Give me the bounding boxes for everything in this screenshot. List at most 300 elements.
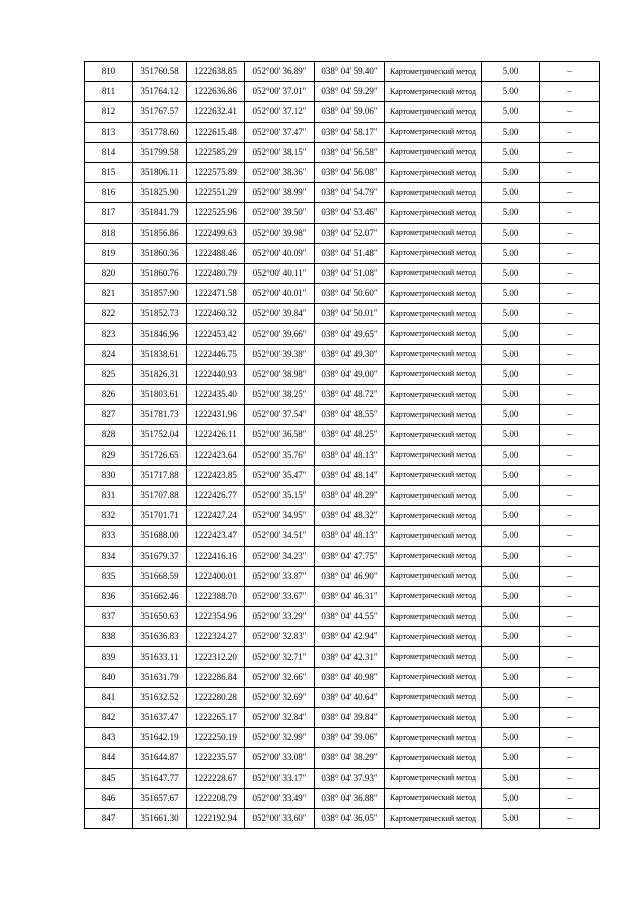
longitude-cell: 038° 04' 46.90" <box>315 566 385 586</box>
note-cell: – <box>540 162 600 182</box>
table-row <box>85 405 600 425</box>
y-coordinate-cell: 1222423.85 <box>187 465 245 485</box>
table-row <box>85 506 600 526</box>
x-coordinate-cell: 351642.19 <box>133 728 187 748</box>
note-cell: – <box>540 102 600 122</box>
y-coordinate-cell: 1222250.19 <box>187 728 245 748</box>
point-number-cell: 847 <box>85 808 133 828</box>
method-cell: Картометрический метод <box>385 485 482 505</box>
accuracy-cell: 5.00 <box>482 223 540 243</box>
longitude-cell: 038° 04' 50.60" <box>315 284 385 304</box>
longitude-cell: 038° 04' 59.06" <box>315 102 385 122</box>
x-coordinate-cell: 351760.58 <box>133 62 187 82</box>
y-coordinate-cell: 1222400.01 <box>187 566 245 586</box>
note-cell: – <box>540 566 600 586</box>
y-coordinate-cell: 1222632.41 <box>187 102 245 122</box>
x-coordinate-cell: 351679.37 <box>133 546 187 566</box>
y-coordinate-cell: 1222208.79 <box>187 788 245 808</box>
note-cell: – <box>540 788 600 808</box>
note-cell: – <box>540 708 600 728</box>
table-row <box>85 263 600 283</box>
point-number-cell: 832 <box>85 506 133 526</box>
y-coordinate-cell: 1222575.89 <box>187 162 245 182</box>
point-number-cell: 813 <box>85 122 133 142</box>
y-coordinate-cell: 1222280.28 <box>187 687 245 707</box>
table-row <box>85 445 600 465</box>
table-row <box>85 142 600 162</box>
note-cell: – <box>540 364 600 384</box>
x-coordinate-cell: 351778.60 <box>133 122 187 142</box>
note-cell: – <box>540 627 600 647</box>
latitude-cell: 052°00' 39.38" <box>245 344 315 364</box>
latitude-cell: 052°00' 40.11" <box>245 263 315 283</box>
y-coordinate-cell: 1222423.47 <box>187 526 245 546</box>
longitude-cell: 038° 04' 49.65" <box>315 324 385 344</box>
note-cell: – <box>540 405 600 425</box>
x-coordinate-cell: 351767.57 <box>133 102 187 122</box>
accuracy-cell: 5.00 <box>482 506 540 526</box>
method-cell: Картометрический метод <box>385 708 482 728</box>
longitude-cell: 038° 04' 51.48" <box>315 243 385 263</box>
method-cell: Картометрический метод <box>385 546 482 566</box>
x-coordinate-cell: 351852.73 <box>133 304 187 324</box>
note-cell: – <box>540 506 600 526</box>
y-coordinate-cell: 1222324.27 <box>187 627 245 647</box>
x-coordinate-cell: 351631.79 <box>133 667 187 687</box>
latitude-cell: 052°00' 37.12" <box>245 102 315 122</box>
method-cell: Картометрический метод <box>385 364 482 384</box>
note-cell: – <box>540 607 600 627</box>
table-row <box>85 183 600 203</box>
method-cell: Картометрический метод <box>385 506 482 526</box>
accuracy-cell: 5.00 <box>482 607 540 627</box>
accuracy-cell: 5.00 <box>482 405 540 425</box>
table-row <box>85 788 600 808</box>
x-coordinate-cell: 351661.30 <box>133 808 187 828</box>
note-cell: – <box>540 546 600 566</box>
accuracy-cell: 5.00 <box>482 667 540 687</box>
longitude-cell: 038° 04' 48.32" <box>315 506 385 526</box>
note-cell: – <box>540 425 600 445</box>
point-number-cell: 820 <box>85 263 133 283</box>
point-number-cell: 846 <box>85 788 133 808</box>
longitude-cell: 038° 04' 36.05" <box>315 808 385 828</box>
point-number-cell: 827 <box>85 405 133 425</box>
method-cell: Картометрический метод <box>385 788 482 808</box>
accuracy-cell: 5.00 <box>482 687 540 707</box>
method-cell: Картометрический метод <box>385 203 482 223</box>
accuracy-cell: 5.00 <box>482 465 540 485</box>
point-number-cell: 841 <box>85 687 133 707</box>
y-coordinate-cell: 1222388.70 <box>187 586 245 606</box>
accuracy-cell: 5.00 <box>482 142 540 162</box>
latitude-cell: 052°00' 32.71" <box>245 647 315 667</box>
accuracy-cell: 5.00 <box>482 284 540 304</box>
point-number-cell: 826 <box>85 385 133 405</box>
x-coordinate-cell: 351846.96 <box>133 324 187 344</box>
y-coordinate-cell: 1222471.58 <box>187 284 245 304</box>
longitude-cell: 038° 04' 48.14" <box>315 465 385 485</box>
note-cell: – <box>540 263 600 283</box>
y-coordinate-cell: 1222435.40 <box>187 385 245 405</box>
table-row <box>85 203 600 223</box>
note-cell: – <box>540 768 600 788</box>
x-coordinate-cell: 351632.52 <box>133 687 187 707</box>
point-number-cell: 819 <box>85 243 133 263</box>
y-coordinate-cell: 1222235.57 <box>187 748 245 768</box>
x-coordinate-cell: 351806.11 <box>133 162 187 182</box>
x-coordinate-cell: 351857.90 <box>133 284 187 304</box>
accuracy-cell: 5.00 <box>482 364 540 384</box>
y-coordinate-cell: 1222615.48 <box>187 122 245 142</box>
table-row <box>85 708 600 728</box>
method-cell: Картометрический метод <box>385 586 482 606</box>
y-coordinate-cell: 1222431.96 <box>187 405 245 425</box>
longitude-cell: 038° 04' 39.06" <box>315 728 385 748</box>
y-coordinate-cell: 1222440.93 <box>187 364 245 384</box>
method-cell: Картометрический метод <box>385 122 482 142</box>
latitude-cell: 052°00' 33.87" <box>245 566 315 586</box>
table-row <box>85 607 600 627</box>
table-row <box>85 748 600 768</box>
latitude-cell: 052°00' 32.66" <box>245 667 315 687</box>
longitude-cell: 038° 04' 50.01" <box>315 304 385 324</box>
latitude-cell: 052°00' 39.66" <box>245 324 315 344</box>
method-cell: Картометрический метод <box>385 304 482 324</box>
note-cell: – <box>540 62 600 82</box>
x-coordinate-cell: 351636.83 <box>133 627 187 647</box>
y-coordinate-cell: 1222460.32 <box>187 304 245 324</box>
longitude-cell: 038° 04' 48.13" <box>315 445 385 465</box>
method-cell: Картометрический метод <box>385 566 482 586</box>
method-cell: Картометрический метод <box>385 667 482 687</box>
latitude-cell: 052°00' 38.98" <box>245 364 315 384</box>
point-number-cell: 842 <box>85 708 133 728</box>
note-cell: – <box>540 243 600 263</box>
x-coordinate-cell: 351668.59 <box>133 566 187 586</box>
accuracy-cell: 5.00 <box>482 344 540 364</box>
table-row <box>85 385 600 405</box>
latitude-cell: 052°00' 33.29" <box>245 607 315 627</box>
method-cell: Картометрический метод <box>385 223 482 243</box>
x-coordinate-cell: 351752.04 <box>133 425 187 445</box>
accuracy-cell: 5.00 <box>482 102 540 122</box>
table-row <box>85 728 600 748</box>
point-number-cell: 838 <box>85 627 133 647</box>
longitude-cell: 038° 04' 42.94" <box>315 627 385 647</box>
latitude-cell: 052°00' 39.98" <box>245 223 315 243</box>
table-row <box>85 526 600 546</box>
table-row <box>85 647 600 667</box>
longitude-cell: 038° 04' 48.29" <box>315 485 385 505</box>
point-number-cell: 818 <box>85 223 133 243</box>
note-cell: – <box>540 586 600 606</box>
accuracy-cell: 5.00 <box>482 425 540 445</box>
longitude-cell: 038° 04' 56.08" <box>315 162 385 182</box>
table-row <box>85 223 600 243</box>
accuracy-cell: 5.00 <box>482 748 540 768</box>
method-cell: Картометрический метод <box>385 465 482 485</box>
method-cell: Картометрический метод <box>385 102 482 122</box>
accuracy-cell: 5.00 <box>482 324 540 344</box>
latitude-cell: 052°00' 38.36" <box>245 162 315 182</box>
latitude-cell: 052°00' 38.99" <box>245 183 315 203</box>
note-cell: – <box>540 728 600 748</box>
method-cell: Картометрический метод <box>385 162 482 182</box>
point-number-cell: 822 <box>85 304 133 324</box>
table-row <box>85 284 600 304</box>
method-cell: Картометрический метод <box>385 142 482 162</box>
x-coordinate-cell: 351637.47 <box>133 708 187 728</box>
latitude-cell: 052°00' 35.76" <box>245 445 315 465</box>
note-cell: – <box>540 465 600 485</box>
note-cell: – <box>540 344 600 364</box>
point-number-cell: 839 <box>85 647 133 667</box>
note-cell: – <box>540 748 600 768</box>
method-cell: Картометрический метод <box>385 526 482 546</box>
y-coordinate-cell: 1222551.29 <box>187 183 245 203</box>
method-cell: Картометрический метод <box>385 405 482 425</box>
note-cell: – <box>540 304 600 324</box>
table-row <box>85 546 600 566</box>
method-cell: Картометрический метод <box>385 728 482 748</box>
point-number-cell: 837 <box>85 607 133 627</box>
table-row <box>85 243 600 263</box>
method-cell: Картометрический метод <box>385 647 482 667</box>
latitude-cell: 052°00' 34.23" <box>245 546 315 566</box>
accuracy-cell: 5.00 <box>482 485 540 505</box>
point-number-cell: 811 <box>85 82 133 102</box>
latitude-cell: 052°00' 36.58" <box>245 425 315 445</box>
y-coordinate-cell: 1222265.17 <box>187 708 245 728</box>
y-coordinate-cell: 1222499.63 <box>187 223 245 243</box>
table-body <box>85 62 600 829</box>
latitude-cell: 052°00' 33.49" <box>245 788 315 808</box>
table-row <box>85 324 600 344</box>
x-coordinate-cell: 351826.31 <box>133 364 187 384</box>
latitude-cell: 052°00' 35.47" <box>245 465 315 485</box>
x-coordinate-cell: 351825.90 <box>133 183 187 203</box>
point-number-cell: 831 <box>85 485 133 505</box>
x-coordinate-cell: 351838.61 <box>133 344 187 364</box>
x-coordinate-cell: 351856.86 <box>133 223 187 243</box>
point-number-cell: 833 <box>85 526 133 546</box>
longitude-cell: 038° 04' 48.72" <box>315 385 385 405</box>
y-coordinate-cell: 1222312.20 <box>187 647 245 667</box>
point-number-cell: 830 <box>85 465 133 485</box>
accuracy-cell: 5.00 <box>482 566 540 586</box>
table-row <box>85 162 600 182</box>
point-number-cell: 817 <box>85 203 133 223</box>
table-row <box>85 344 600 364</box>
point-number-cell: 823 <box>85 324 133 344</box>
longitude-cell: 038° 04' 37.93" <box>315 768 385 788</box>
accuracy-cell: 5.00 <box>482 263 540 283</box>
longitude-cell: 038° 04' 53.46" <box>315 203 385 223</box>
latitude-cell: 052°00' 37.01" <box>245 82 315 102</box>
x-coordinate-cell: 351701.71 <box>133 506 187 526</box>
method-cell: Картометрический метод <box>385 284 482 304</box>
note-cell: – <box>540 526 600 546</box>
point-number-cell: 814 <box>85 142 133 162</box>
y-coordinate-cell: 1222286.84 <box>187 667 245 687</box>
accuracy-cell: 5.00 <box>482 385 540 405</box>
table-row <box>85 62 600 82</box>
longitude-cell: 038° 04' 59.29" <box>315 82 385 102</box>
y-coordinate-cell: 1222427.24 <box>187 506 245 526</box>
method-cell: Картометрический метод <box>385 82 482 102</box>
x-coordinate-cell: 351726.65 <box>133 445 187 465</box>
method-cell: Картометрический метод <box>385 808 482 828</box>
longitude-cell: 038° 04' 36.88" <box>315 788 385 808</box>
longitude-cell: 038° 04' 49.30" <box>315 344 385 364</box>
latitude-cell: 052°00' 33.08" <box>245 748 315 768</box>
y-coordinate-cell: 1222416.16 <box>187 546 245 566</box>
method-cell: Картометрический метод <box>385 748 482 768</box>
latitude-cell: 052°00' 38.25" <box>245 385 315 405</box>
latitude-cell: 052°00' 37.54" <box>245 405 315 425</box>
table-row <box>85 364 600 384</box>
note-cell: – <box>540 203 600 223</box>
longitude-cell: 038° 04' 44.55" <box>315 607 385 627</box>
coordinates-table <box>84 61 600 829</box>
table-row <box>85 304 600 324</box>
latitude-cell: 052°00' 34.95" <box>245 506 315 526</box>
table-row <box>85 687 600 707</box>
latitude-cell: 052°00' 39.50" <box>245 203 315 223</box>
note-cell: – <box>540 485 600 505</box>
table-row <box>85 566 600 586</box>
longitude-cell: 038° 04' 48.55" <box>315 405 385 425</box>
accuracy-cell: 5.00 <box>482 647 540 667</box>
table-row <box>85 122 600 142</box>
method-cell: Картометрический метод <box>385 607 482 627</box>
x-coordinate-cell: 351633.11 <box>133 647 187 667</box>
point-number-cell: 840 <box>85 667 133 687</box>
accuracy-cell: 5.00 <box>482 526 540 546</box>
point-number-cell: 843 <box>85 728 133 748</box>
latitude-cell: 052°00' 32.69" <box>245 687 315 707</box>
accuracy-cell: 5.00 <box>482 586 540 606</box>
table-row <box>85 102 600 122</box>
x-coordinate-cell: 351662.46 <box>133 586 187 606</box>
x-coordinate-cell: 351650.63 <box>133 607 187 627</box>
note-cell: – <box>540 385 600 405</box>
longitude-cell: 038° 04' 40.98" <box>315 667 385 687</box>
x-coordinate-cell: 351688.00 <box>133 526 187 546</box>
y-coordinate-cell: 1222192.94 <box>187 808 245 828</box>
point-number-cell: 824 <box>85 344 133 364</box>
longitude-cell: 038° 04' 59.40" <box>315 62 385 82</box>
y-coordinate-cell: 1222480.79 <box>187 263 245 283</box>
x-coordinate-cell: 351799.58 <box>133 142 187 162</box>
y-coordinate-cell: 1222638.85 <box>187 62 245 82</box>
latitude-cell: 052°00' 34.51" <box>245 526 315 546</box>
y-coordinate-cell: 1222228.67 <box>187 768 245 788</box>
y-coordinate-cell: 1222426.77 <box>187 485 245 505</box>
accuracy-cell: 5.00 <box>482 808 540 828</box>
method-cell: Картометрический метод <box>385 263 482 283</box>
method-cell: Картометрический метод <box>385 768 482 788</box>
table-row <box>85 627 600 647</box>
method-cell: Картометрический метод <box>385 243 482 263</box>
table-row <box>85 667 600 687</box>
latitude-cell: 052°00' 37.47" <box>245 122 315 142</box>
x-coordinate-cell: 351644.87 <box>133 748 187 768</box>
point-number-cell: 810 <box>85 62 133 82</box>
accuracy-cell: 5.00 <box>482 546 540 566</box>
longitude-cell: 038° 04' 48.25" <box>315 425 385 445</box>
latitude-cell: 052°00' 33.67" <box>245 586 315 606</box>
method-cell: Картометрический метод <box>385 385 482 405</box>
accuracy-cell: 5.00 <box>482 203 540 223</box>
y-coordinate-cell: 1222585.29 <box>187 142 245 162</box>
latitude-cell: 052°00' 35.15" <box>245 485 315 505</box>
method-cell: Картометрический метод <box>385 445 482 465</box>
method-cell: Картометрический метод <box>385 324 482 344</box>
latitude-cell: 052°00' 32.84" <box>245 708 315 728</box>
y-coordinate-cell: 1222354.96 <box>187 607 245 627</box>
table-row <box>85 485 600 505</box>
point-number-cell: 816 <box>85 183 133 203</box>
x-coordinate-cell: 351860.76 <box>133 263 187 283</box>
y-coordinate-cell: 1222525.96 <box>187 203 245 223</box>
point-number-cell: 845 <box>85 768 133 788</box>
x-coordinate-cell: 351717.88 <box>133 465 187 485</box>
note-cell: – <box>540 687 600 707</box>
accuracy-cell: 5.00 <box>482 183 540 203</box>
accuracy-cell: 5.00 <box>482 728 540 748</box>
latitude-cell: 052°00' 38.15" <box>245 142 315 162</box>
accuracy-cell: 5.00 <box>482 627 540 647</box>
longitude-cell: 038° 04' 39.84" <box>315 708 385 728</box>
accuracy-cell: 5.00 <box>482 708 540 728</box>
method-cell: Картометрический метод <box>385 687 482 707</box>
x-coordinate-cell: 351707.88 <box>133 485 187 505</box>
y-coordinate-cell: 1222636.86 <box>187 82 245 102</box>
x-coordinate-cell: 351841.79 <box>133 203 187 223</box>
table-row <box>85 465 600 485</box>
note-cell: – <box>540 808 600 828</box>
note-cell: – <box>540 647 600 667</box>
x-coordinate-cell: 351764.12 <box>133 82 187 102</box>
point-number-cell: 835 <box>85 566 133 586</box>
x-coordinate-cell: 351781.73 <box>133 405 187 425</box>
longitude-cell: 038° 04' 48.13" <box>315 526 385 546</box>
y-coordinate-cell: 1222446.75 <box>187 344 245 364</box>
latitude-cell: 052°00' 39.84" <box>245 304 315 324</box>
accuracy-cell: 5.00 <box>482 243 540 263</box>
latitude-cell: 052°00' 33.60" <box>245 808 315 828</box>
longitude-cell: 038° 04' 56.58" <box>315 142 385 162</box>
point-number-cell: 836 <box>85 586 133 606</box>
longitude-cell: 038° 04' 47.75" <box>315 546 385 566</box>
accuracy-cell: 5.00 <box>482 304 540 324</box>
longitude-cell: 038° 04' 49.00" <box>315 364 385 384</box>
point-number-cell: 844 <box>85 748 133 768</box>
latitude-cell: 052°00' 32.99" <box>245 728 315 748</box>
longitude-cell: 038° 04' 52.07" <box>315 223 385 243</box>
note-cell: – <box>540 82 600 102</box>
note-cell: – <box>540 324 600 344</box>
y-coordinate-cell: 1222423.64 <box>187 445 245 465</box>
latitude-cell: 052°00' 36.89" <box>245 62 315 82</box>
accuracy-cell: 5.00 <box>482 82 540 102</box>
accuracy-cell: 5.00 <box>482 788 540 808</box>
latitude-cell: 052°00' 40.09" <box>245 243 315 263</box>
table-row <box>85 808 600 828</box>
point-number-cell: 834 <box>85 546 133 566</box>
